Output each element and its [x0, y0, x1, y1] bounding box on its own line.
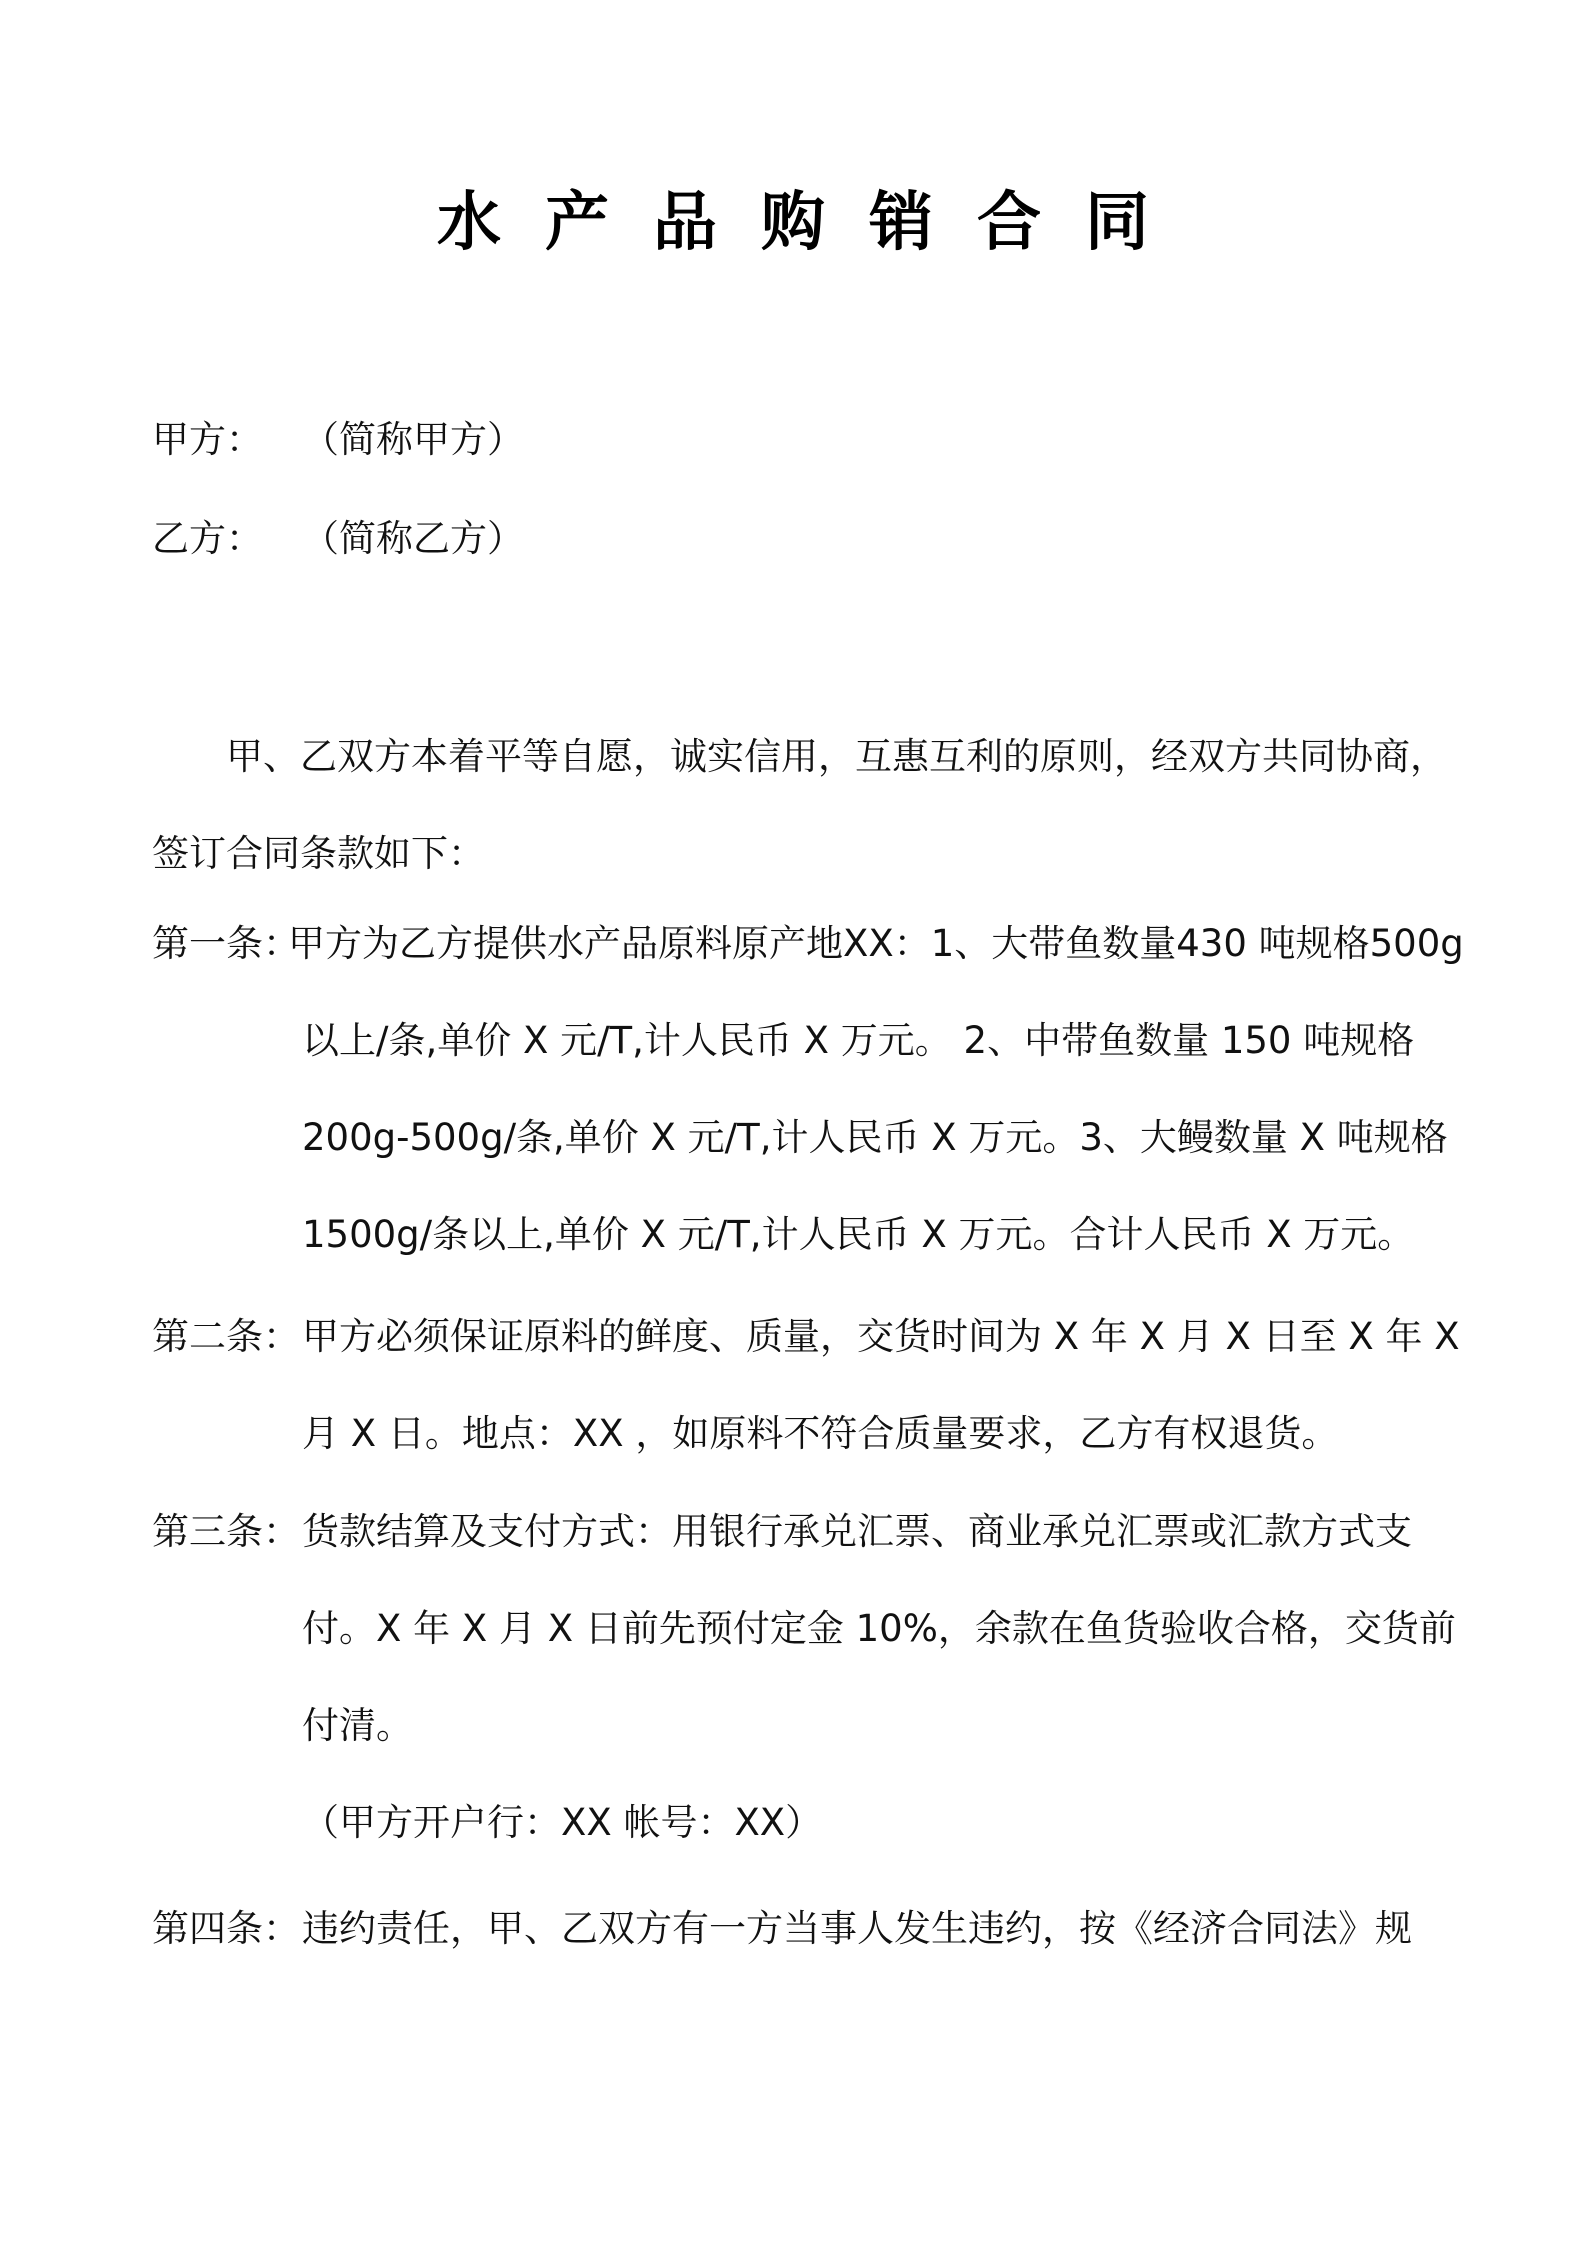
intro-line-1: 甲、乙双方本着平等自愿，诚实信用，互惠互利的原则，经双方共同协商，	[226, 735, 1447, 778]
party-a-value: （简称甲方）	[302, 418, 524, 461]
intro-line-2: 签订合同条款如下：	[152, 832, 485, 875]
article-3	[152, 1483, 1456, 1871]
article-1-line-4: 1500g/条以上,单价 X 元/T,计人民币 X 万元。合计人民币 X 万元。	[302, 1213, 1415, 1256]
intro-paragraph	[152, 708, 1447, 902]
article-1-line-1: 甲方为乙方提供水产品原料原产地XX：1、大带鱼数量430 吨规格500g	[288, 922, 1464, 965]
article-3-line-1: 货款结算及支付方式：用银行承兑汇票、商业承兑汇票或汇款方式支	[302, 1510, 1412, 1553]
party-b-value: （简称乙方）	[302, 517, 524, 560]
article-3-line-3: 付清。	[302, 1704, 413, 1747]
article-4-line-1: 违约责任，甲、乙双方有一方当事人发生违约，按《经济合同法》规	[302, 1907, 1412, 1950]
bank-account-note: （甲方开户行：XX 帐号：XX）	[302, 1801, 823, 1844]
article-4-label: 第四条：	[152, 1907, 300, 1950]
article-3-line-2: 付。X 年 X 月 X 日前先预付定金 10%，余款在鱼货验收合格，交货前	[302, 1607, 1456, 1650]
article-4	[152, 1880, 1447, 1977]
article-3-label: 第三条：	[152, 1510, 300, 1553]
document-title: 水产品购销合同	[437, 186, 1193, 260]
article-1-line-2: 以上/条,单价 X 元/T,计人民币 X 万元。 2、中带鱼数量 150 吨规格	[302, 1019, 1415, 1062]
article-1	[152, 895, 1464, 1283]
article-1-line-3: 200g-500g/条,单价 X 元/T,计人民币 X 万元。3、大鳗数量 X 吨规格	[302, 1116, 1448, 1159]
party-a-label: 甲方：	[152, 418, 263, 461]
party-a-line	[152, 410, 524, 470]
party-b-label: 乙方：	[152, 517, 263, 560]
article-2-line-2: 月 X 日。地点：XX ，如原料不符合质量要求，乙方有权退货。	[302, 1412, 1339, 1455]
party-b-line	[152, 509, 524, 569]
article-2	[152, 1288, 1460, 1482]
article-1-label: 第一条：	[152, 922, 300, 965]
article-2-line-1: 甲方必须保证原料的鲜度、质量，交货时间为 X 年 X 月 X 日至 X 年 X	[302, 1315, 1460, 1358]
article-2-label: 第二条：	[152, 1315, 300, 1358]
